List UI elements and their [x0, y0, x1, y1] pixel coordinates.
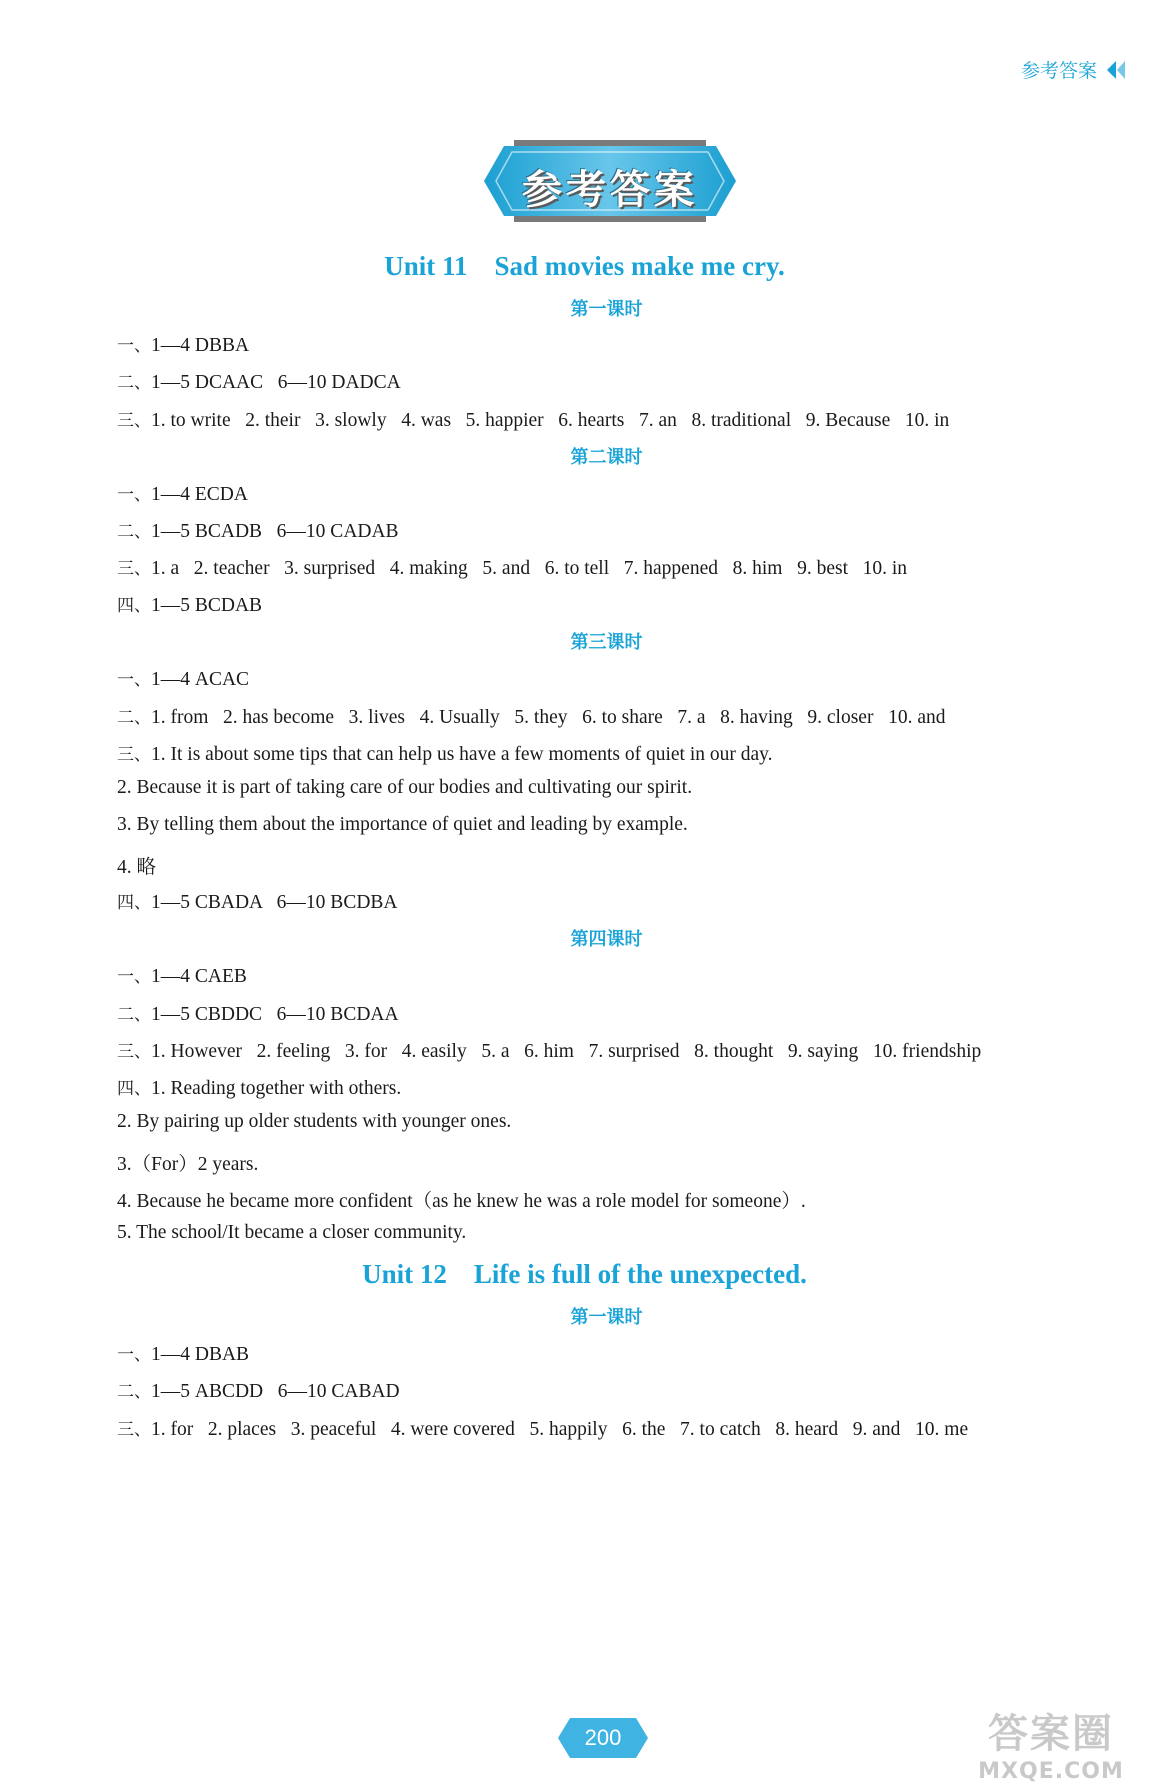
banner-title: 参考答案 [522, 166, 698, 213]
page-number-badge [558, 1718, 648, 1758]
answer-line: 三、1. a 2. teacher 3. surprised 4. making 5. and 6. to tell 7. happened 8. him 9. best 10. in [117, 558, 908, 579]
answer-line: 四、1. Reading together with others. [117, 1078, 402, 1099]
unit-title: Unit 12 Life is full of the unexpected. [362, 1259, 807, 1289]
answer-line: 3. By telling them about the importance of quiet and leading by example. [117, 814, 688, 835]
answer-line: 三、1. for 2. places 3. peaceful 4. were covered 5. happily 6. the 7. to catch 8. heard 9. and 10. me [117, 1419, 969, 1440]
answer-line: 二、1—5 CBDDC 6—10 BCDAA [117, 1004, 399, 1025]
answer-line: 2. By pairing up older students with younger ones. [117, 1111, 512, 1132]
lesson-title: 第一课时 [570, 299, 643, 320]
answer-line: 二、1. from 2. has become 3. lives 4. Usually 5. they 6. to share 7. a 8. having 9. closer 10. and [117, 707, 946, 728]
answer-line: 四、1—5 CBADA 6—10 BCDBA [117, 892, 398, 913]
watermark [951, 1702, 1151, 1782]
double-arrow-icon [1103, 57, 1129, 83]
answer-line: 5. The school/It became a closer community. [117, 1222, 467, 1243]
answer-line: 二、1—5 ABCDD 6—10 CABAD [117, 1381, 400, 1402]
answer-line: 4. Because he became more confident（as he knew he was a role model for someone）. [117, 1191, 806, 1212]
lesson-title: 第二课时 [570, 447, 643, 468]
answer-line: 二、1—5 DCAAC 6—10 DADCA [117, 372, 401, 393]
answer-line: 2. Because it is part of taking care of our bodies and cultivating our spirit. [117, 777, 693, 798]
answer-line: 一、1—4 DBAB [117, 1344, 250, 1365]
answer-line: 四、1—5 BCDAB [117, 595, 263, 616]
answer-line: 一、1—4 CAEB [117, 966, 247, 987]
title-banner [484, 140, 736, 222]
answer-line: 4. 略 [117, 857, 157, 878]
answer-line: 3.（For）2 years. [117, 1154, 259, 1175]
answer-line: 一、1—4 ECDA [117, 484, 248, 505]
watermark-line2: MXQE.COM [978, 1759, 1124, 1784]
watermark-line1: 答案圈 [988, 1711, 1114, 1757]
header-label-text: 参考答案 [1020, 60, 1097, 82]
answer-line: 二、1—5 BCADB 6—10 CADAB [117, 521, 399, 542]
answer-line: 三、1. However 2. feeling 3. for 4. easily 5. a 6. him 7. surprised 8. thought 9. saying 10. friendship [117, 1041, 982, 1062]
answer-line: 一、1—4 DBBA [117, 335, 250, 356]
answer-line: 三、1. It is about some tips that can help us have a few moments of quiet in our day. [117, 744, 773, 765]
answer-line: 三、1. to write 2. their 3. slowly 4. was 5. happier 6. hearts 7. an 8. traditional 9. Because 10. in [117, 410, 950, 431]
unit-title: Unit 11 Sad movies make me cry. [384, 251, 785, 281]
answer-line: 一、1—4 ACAC [117, 669, 250, 690]
page-number: 200 [584, 1725, 622, 1750]
lesson-title: 第一课时 [570, 1307, 643, 1328]
header-label [1021, 56, 1129, 83]
lesson-title: 第三课时 [570, 632, 643, 653]
lesson-title: 第四课时 [570, 929, 643, 950]
